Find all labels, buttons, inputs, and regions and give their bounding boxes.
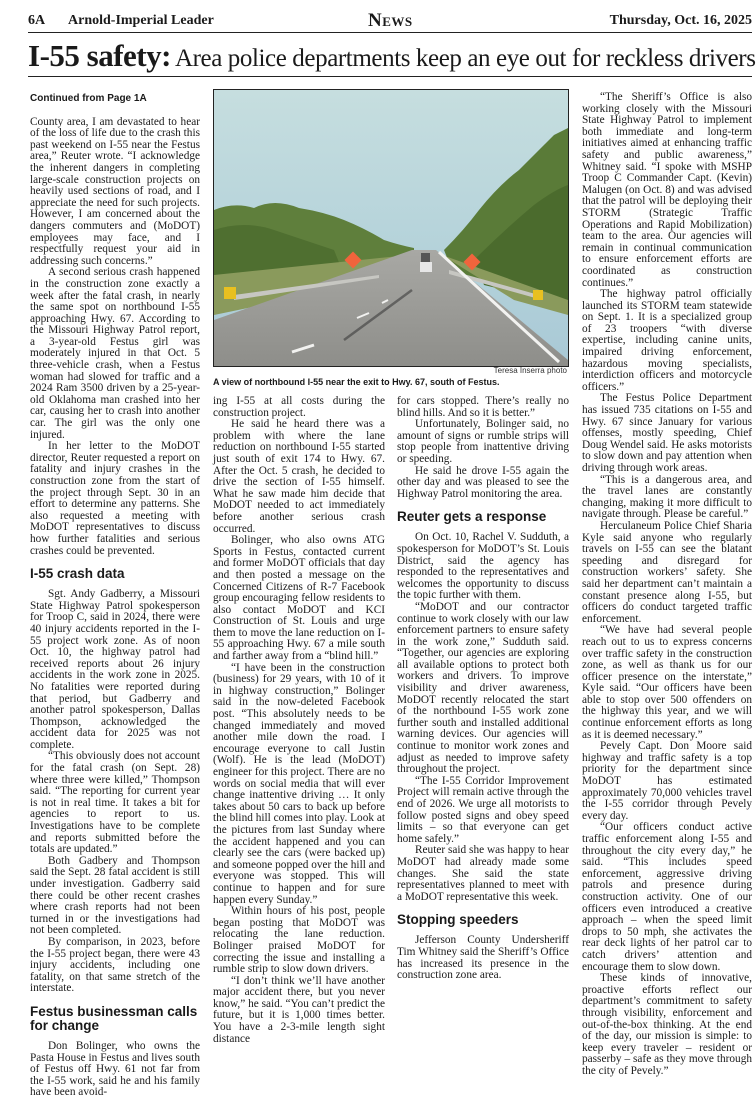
headline-deck: Area police departments keep an eye out for reckless drivers: [174, 45, 756, 72]
paragraph: “I don’t think we’ll have another major accident there, but you never know,” he said. “You can’t predict the future, but it is 1,000 times better. You have a 2-3-mile length sight distance: [213, 974, 385, 1045]
paragraph: for cars stopped. There’s really no blind hills. And so it is better.”: [397, 395, 569, 419]
section-name: News: [368, 10, 413, 31]
article-column-2: [213, 396, 385, 1045]
photo-credit: Teresa Inserra photo: [493, 366, 567, 375]
paragraph: Sgt. Andy Gadberry, a Missouri State Highway Patrol spokesperson for Troop C, said in 2024, there were 40 injury accidents reported in the I-55 project work zone. As of noon Oct. 10, the highway patrol had received reports about 26 injury accidents in the work zone in 2025. No fatalities were reported during that period, but Gadberry and another patrol spokesperson, Dallas Thompson, acknowledged the accident data for 2025 was not complete.: [30, 588, 200, 751]
paragraph: These kinds of innovative, proactive efforts reflect our department’s commitment to safety through visibility, enforcement and out-of-the-box thinking. At the end of the day, our mission is simple: to keep every traveler – resident or passerby – safe as they move through the city of Pevely.”: [582, 972, 752, 1077]
highway-photo-illustration: [214, 90, 568, 366]
highway-photo: [213, 89, 569, 367]
paragraph: A second serious crash happened in the construction zone exactly a week after the fatal crash, in nearly the same spot on northbound I-55 approaching Hwy. 67. According to the Missouri Highway Patrol report, a 3-year-old Festus girl was moderately injured in that Oct. 5 three-vehicle crash, when a Festus woman had slowed for traffic and a 2024 Ram 3500 driven by a 25-year-old Oklahoma man crashed into her car, causing her to crash into another car. The girl was the only one injured.: [30, 266, 200, 441]
paragraph: “I have been in the construction (business) for 29 years, with 10 of it in highway construction,” Bolinger said in the now-deleted Facebook post. “This absolutely needs to be changed immediately and moved another mile down the road. I encourage everyone to call Justin (Wolf). He is the lead (MoDOT) engineer for this project. There are no words on social media that will ever change inattentive driving … It only takes about 50 cars to back up before the blind hill comes into play. Look at the pictures from last Sunday where the accident happened and you can clearly see the cars (were backed up) and someone popped over the hill and everyone was stopped. This will continue to happen and for sure happen every Sunday.”: [213, 661, 385, 906]
paragraph: On Oct. 10, Rachel V. Sudduth, a spokesperson for MoDOT’s St. Louis District, said the agency has responded to the representatives and welcomes the opportunity to discuss the topic further with them.: [397, 531, 569, 602]
paragraph: “MoDOT and our contractor continue to work closely with our law enforcement partners to ensure safety in the work zone,” Sudduth said. “Together, our agencies are exploring all available options to protect both workers and drivers. To improve visibility and driver awareness, MoDOT recently relocated the start of the northbound I-55 work zone further south and installed additional warning devices. Our agencies will continue to monitor work zones and adjust as needed to improve safety throughout the project.: [397, 600, 569, 776]
paragraph: Jefferson County Undersheriff Tim Whitney said the Sheriff’s Office has increased its presence in the construction zone area.: [397, 934, 569, 982]
paragraph: The highway patrol officially launched its STORM team statewide on Sept. 1. It is a specialized group of 23 troopers “with diverse expertise, including canine units, impaired driving enforcement, hazardous moving specialists, interdiction officers and motorcycle officers.”: [582, 288, 752, 393]
subhead-reuter-response: Reuter gets a response: [397, 509, 547, 525]
paragraph: “We have had several people reach out to us to express concerns over traffic safety in the construction zone, as well as thank us for our officer presence on the interstate,” Kyle said. “Our officers have been able to stop over 500 offenders on the highway this year, and we will continue enforcement efforts as long as it is deemed necessary.”: [582, 624, 752, 741]
headline-kicker: I-55 safety:: [28, 38, 171, 73]
paragraph: He said he drove I-55 again the other day and was pleased to see the Highway Patrol monitoring the area.: [397, 464, 569, 500]
masthead: [28, 10, 752, 33]
vehicle: [421, 253, 430, 262]
paragraph: Pevely Capt. Don Moore said highway and traffic safety is a top priority for the department since MoDOT has estimated approximately 70,000 vehicles travel the I-55 corridor through Pevely every day.: [582, 740, 752, 822]
subhead-crash-data: I-55 crash data: [30, 566, 125, 582]
paragraph: Unfortunately, Bolinger said, no amount of signs or rumble strips will stop people from inattentive driving or speeding.: [397, 418, 569, 465]
paragraph: “Our officers conduct active traffic enforcement along I-55 and throughout the city every day,” he said. “This includes speed enforcement, aggressive driving patrols and presence during construction activity. One of our officers even introduced a creative approach – when the speed limit drops to 50 mph, she activates the rear deck lights of her patrol car to catch drivers’ attention and encourage them to slow down.: [582, 821, 752, 973]
paragraph: Herculaneum Police Chief Sharia Kyle said anyone who regularly travels on I-55 can see the blatant speeding and disregard for construction workers’ safety. She said her department can’t maintain a constant presence along I-55, but officers do conduct targeted traffic enforcement.: [582, 519, 752, 625]
article-column-4: [582, 92, 752, 1077]
paragraph: The Festus Police Department has issued 735 citations on I-55 and Hwy. 67 since January for various offenses, mostly speeding, Chief Doug Wendel said. He asks motorists to slow down and pay attention when driving through work areas.: [582, 392, 752, 474]
paragraph: Don Bolinger, who owns the Pasta House in Festus and lives south of Festus off Hwy. 61 not far from the I-55 work, said he and his family have been avoid-: [30, 1039, 200, 1099]
paragraph: “This is a dangerous area, and the travel lanes are constantly changing, making it more difficult to navigate through. Please be careful.”: [582, 473, 752, 521]
paragraph: “The Sheriff’s Office is also working closely with the Missouri State Highway Patrol to implement both immediate and long-term initiatives aimed at enhancing traffic safety and public awareness,” Whitney said. “I spoke with MSHP Troop C Commander Capt. (Kevin) Malugen (on Oct. 8) and was advised that the patrol will be deploying their STORM (Strategic Traffic Operations and Rapid Mobilization) team to the area. Our agencies will remain in continual communication to ensure enforcement efforts are coordinated as construction continues.”: [582, 91, 752, 289]
subhead-stopping-speeders: Stopping speeders: [397, 912, 519, 928]
chevron-marker: [224, 287, 236, 299]
photo-caption: A view of northbound I-55 near the exit to Hwy. 67, south of Festus.: [213, 377, 500, 387]
paragraph: He said he heard there was a problem with where the lane reduction on northbound I-55 started just south of exit 174 to Hwy. 67. After the Oct. 5 crash, he decided to drive the section of I-55 himself. What he saw made him decide that MoDOT needed to act immediately before another serious crash occurred.: [213, 418, 385, 535]
paragraph: “The I-55 Corridor Improvement Project will remain active through the end of 2026. We urge all motorists to follow posted signs and obey speed limits – so that everyone can get home safely.”: [397, 774, 569, 845]
continued-label: Continued from Page 1A: [30, 93, 147, 104]
paragraph: ing I-55 at all costs during the construction project.: [213, 395, 385, 419]
article-column-3: [397, 396, 569, 982]
paragraph: Within hours of his post, people began posting that MoDOT was relocating the lane reduction. Bolinger praised MoDOT for correcting the issue and installing a rumble strip to slow down drivers.: [213, 905, 385, 976]
issue-date: Thursday, Oct. 16, 2025: [609, 13, 752, 28]
paragraph: In her letter to the MoDOT director, Reuter requested a report on fatality and injury crashes in the construction zone from the start of the project through Sept. 30 in an effort to determine any patterns. She also requested a meeting with MoDOT representatives to discuss how further fatalities and serious crashes could be prevented.: [30, 440, 200, 557]
paragraph: By comparison, in 2023, before the I-55 project began, there were 43 injury accidents, including one fatality, on that same stretch of the interstate.: [30, 935, 200, 995]
newspaper-name: Arnold-Imperial Leader: [68, 13, 214, 28]
chevron-marker: [533, 290, 543, 300]
page-number: 6A: [28, 13, 46, 28]
paragraph: Bolinger, who also owns ATG Sports in Festus, contacted current and former MoDOT officials that day and then posted a message on the Concerned Citizens of R-7 Facebook group encouraging fellow residents to also contact MoDOT and KCI Construction of St. Louis and urge them to move the lane reduction on I-55 approaching Hwy. 67 a mile south and farther away from a “blind hill.”: [213, 534, 385, 663]
subhead-festus-businessman: Festus businessman calls for change: [30, 1003, 198, 1033]
paragraph: Both Gadbery and Thompson said the Sept. 28 fatal accident is still under investigation. Gadberry said there could be other recent crashes where crash reports had not been turned in or the investigations had not been completed.: [30, 854, 200, 937]
paragraph: “This obviously does not account for the fatal crash (on Sept. 28) where three were killed,” Thompson said. “The reporting for current year is not in real time. It takes a bit for agencies to report to us. Investigations have to be complete and reports submitted before the totals are updated.”: [30, 750, 200, 856]
article-headline: [28, 38, 756, 77]
paragraph: County area, I am devastated to hear of the loss of life due to the crash this past weekend on I-55 near the Festus area,” Reuter wrote. “I acknowledge the inherent dangers in completing large-scale construction projects on heavily used sections of road, and I appreciate the need for such projects. However, I am concerned about the dangers commuters and (MoDOT) employees may face, and I respectfully request your aid in addressing such concerns.”: [30, 115, 200, 267]
paragraph: Reuter said she was happy to hear MoDOT had already made some changes. She said the state representatives planned to meet with a MoDOT representative this week.: [397, 844, 569, 903]
article-column-1: [30, 90, 200, 1099]
vehicle: [420, 262, 432, 272]
